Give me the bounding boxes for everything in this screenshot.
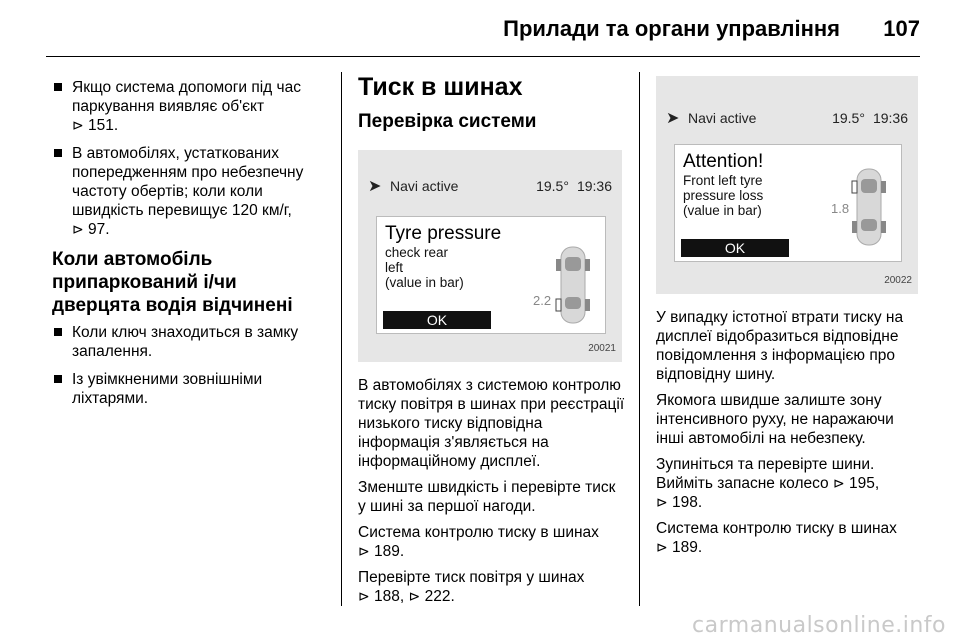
cross-reference[interactable]: ⊳ 189. [656, 539, 703, 556]
navigation-arrow-icon: ➤ [368, 177, 382, 195]
dialog-title: Attention! [683, 151, 764, 172]
watermark: carmanualsonline.info [692, 613, 946, 638]
dialog-line: pressure loss [683, 188, 764, 203]
figure-number: 20021 [588, 343, 616, 354]
reference-arrow-icon: ⊳ [656, 539, 668, 555]
cross-reference[interactable]: ⊳ 198. [656, 494, 703, 511]
tyre-pressure-display-figure [358, 150, 622, 362]
left-column [52, 78, 324, 417]
cross-reference[interactable]: ⊳ 195, [832, 475, 880, 492]
car-top-view-icon [555, 243, 591, 327]
page-number: 107 [883, 16, 920, 41]
list-item: Із увімкненими зовнішніми ліхтарями. [52, 370, 324, 408]
tyre-pressure-reading: 1.8 [831, 201, 850, 216]
reference-arrow-icon: ⊳ [832, 475, 845, 491]
header-divider [46, 56, 920, 57]
paragraph: Система контролю тиску в шинах ⊳ 189. [656, 520, 897, 556]
reference-arrow-icon: ⊳ [656, 494, 668, 510]
section-subheading: Коли автомобіль припаркований і/чи дверцята водія відчинені [52, 249, 293, 316]
paragraph: Зменште швидкість і перевірте тиск у шині за першої нагоди. [358, 479, 616, 515]
reference-arrow-icon: ⊳ [358, 543, 370, 559]
reference-arrow-icon: ⊳ [72, 221, 84, 237]
dialog-line: (value in bar) [683, 203, 762, 218]
column-divider-left [341, 72, 342, 606]
right-column [656, 72, 918, 564]
middle-column [358, 72, 626, 613]
reference-arrow-icon: ⊳ [72, 117, 84, 133]
section-subheading: Перевірка системи [358, 111, 537, 132]
paragraph: Система контролю тиску в шинах ⊳ 189. [358, 524, 599, 560]
car-top-view-icon [851, 165, 887, 249]
ok-button[interactable]: OK [681, 239, 789, 257]
tyre-pressure-loss-figure [656, 76, 918, 294]
list-item: Коли ключ знаходиться в замку запалення. [52, 323, 324, 361]
paragraph: Якомога швидше залиште зону інтенсивного руху, не наражаючи інші автомобілі на небезпеку. [656, 392, 894, 447]
display-status-bar [666, 102, 908, 134]
reference-arrow-icon: ⊳ [358, 588, 370, 604]
tyre-pressure-reading: 2.2 [533, 293, 552, 308]
dialog-line: Front left tyre [683, 173, 763, 188]
paragraph: У випадку істотної втрати тиску на дисплеї відобразиться відповідне повідомлення з інформацією про відповідну шину. [656, 309, 904, 383]
cross-reference[interactable]: ⊳ 188, [358, 588, 405, 605]
paragraph: Перевірте тиск повітря у шинах ⊳ 188, ⊳ 222. [358, 569, 585, 605]
display-status-bar [368, 170, 612, 202]
temperature: 19.5° [536, 177, 569, 194]
column-divider-right [639, 72, 640, 606]
paragraph: Зупиніться та перевірте шини. Вийміть запасне колесо ⊳ 195, ⊳ 198. [656, 456, 880, 511]
figure-number: 20022 [884, 275, 912, 286]
temperature: 19.5° [832, 109, 865, 126]
reference-arrow-icon: ⊳ [408, 588, 421, 604]
warning-dialog [376, 216, 606, 334]
clock: 19:36 [872, 109, 908, 126]
cross-reference[interactable]: ⊳ 222. [408, 588, 455, 605]
paragraph: В автомобілях з системою контролю тиску повітря в шинах при реєстрації низького тиску відповідна інформація з'являється на інформаційному дисплеї. [358, 377, 625, 470]
cross-reference[interactable]: ⊳ 97. [72, 221, 110, 238]
navigation-arrow-icon: ➤ [666, 109, 680, 127]
nav-status: Navi active [390, 177, 459, 194]
dialog-line: left [385, 260, 404, 275]
cross-reference[interactable]: ⊳ 151. [72, 117, 119, 134]
section-heading: Тиск в шинах [358, 73, 523, 101]
clock: 19:36 [576, 177, 612, 194]
page-header [0, 0, 960, 56]
nav-status: Navi active [688, 109, 757, 126]
dialog-line: check rear [385, 245, 449, 260]
dialog-line: (value in bar) [385, 275, 464, 290]
warning-dialog [674, 144, 902, 262]
cross-reference[interactable]: ⊳ 189. [358, 543, 405, 560]
list-item: В автомобілях, устаткованих попередженням про небезпечну частоту обертів; коли коли швидкість перевищує 120 км/г, ⊳ 97. [52, 144, 324, 239]
list-item: Якщо система допомоги під час паркування виявляє об'єкт ⊳ 151. [52, 78, 324, 135]
ok-button[interactable]: OK [383, 311, 491, 329]
dialog-title: Tyre pressure [385, 223, 502, 244]
page-title: Прилади та органи управління [503, 16, 840, 41]
